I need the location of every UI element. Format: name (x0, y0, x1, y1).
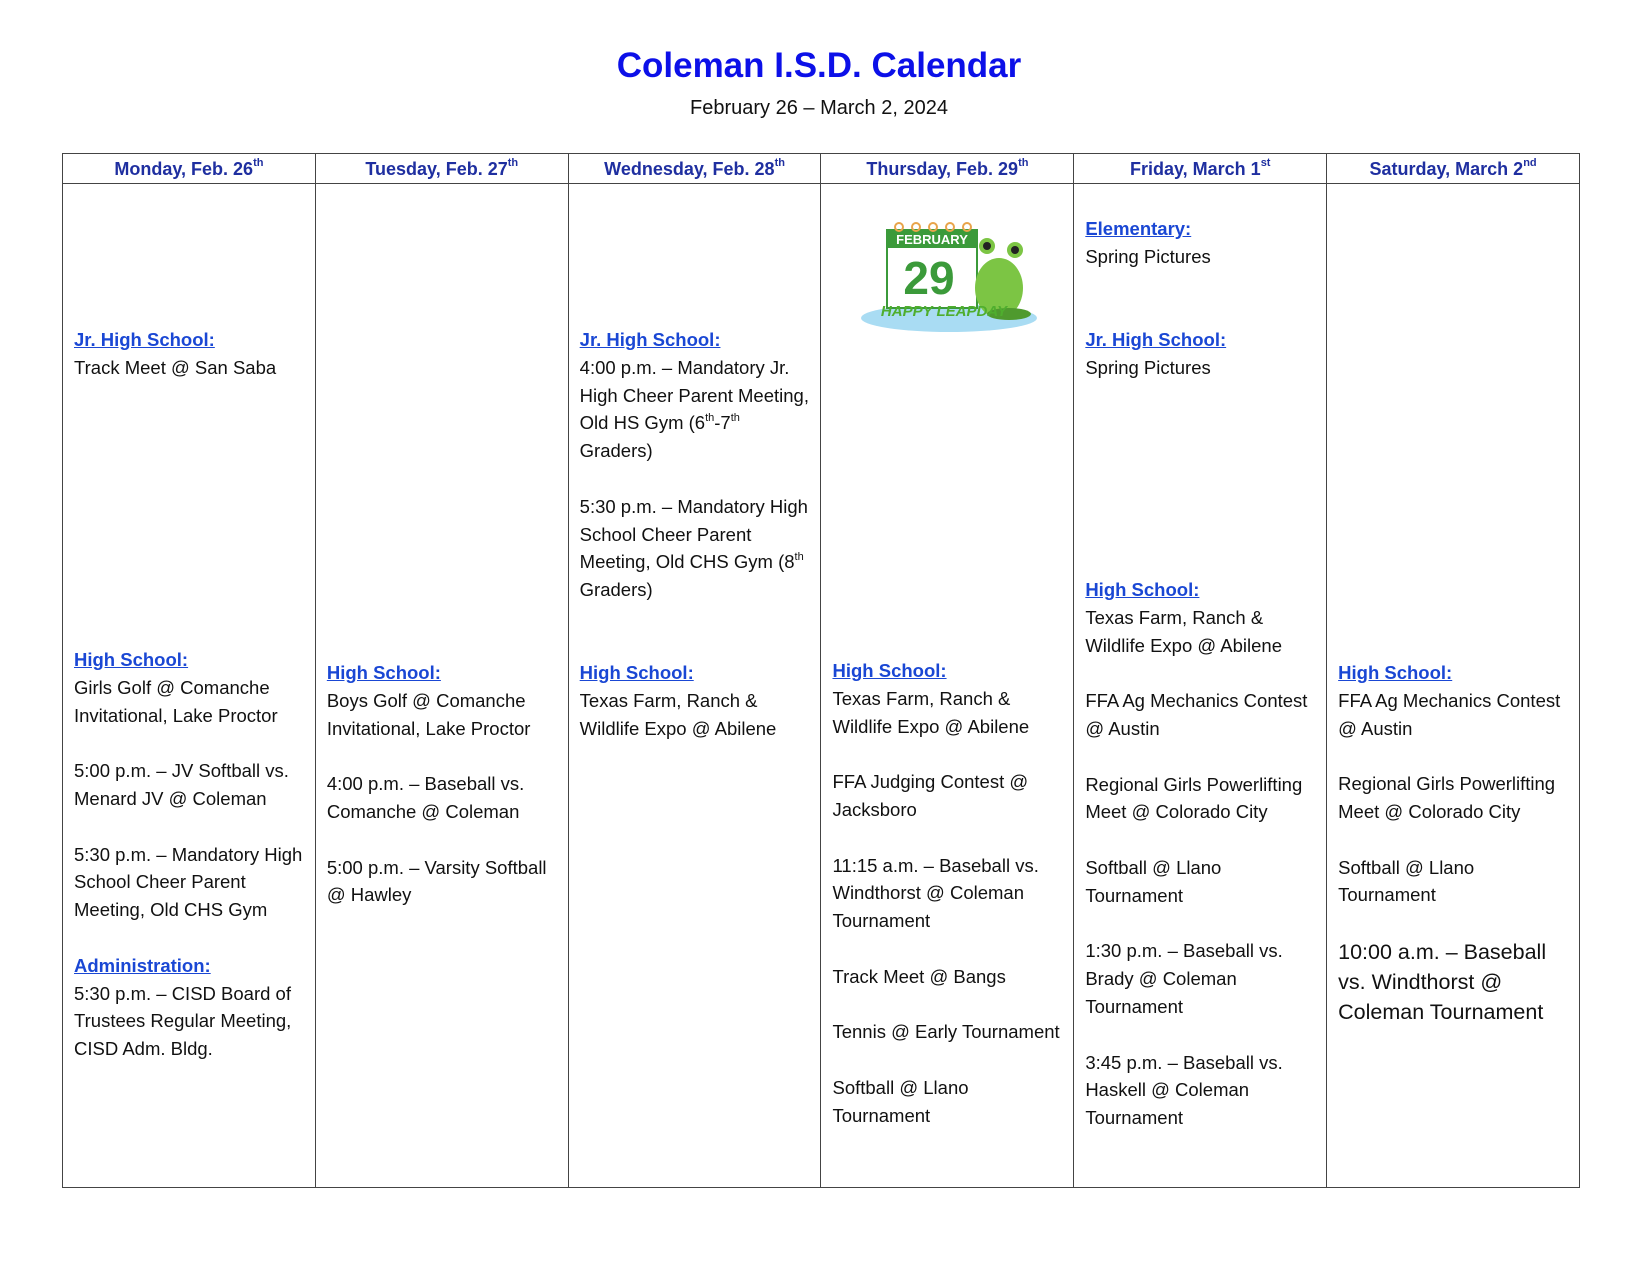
event: 10:00 a.m. – Baseball vs. Windthorst @ Coleman Tournament (1338, 939, 1547, 1024)
section-administration[interactable]: Administration: (74, 954, 211, 976)
section-high-school[interactable]: High School: (1338, 662, 1453, 683)
event: 1:30 p.m. – Baseball vs. Brady @ Coleman Tournament (1085, 940, 1283, 1017)
leap-day-frog-image (859, 218, 1039, 336)
calendar-table (62, 153, 1580, 1188)
day-header (1074, 154, 1326, 184)
day-suffix: nd (1523, 157, 1537, 169)
event-text: Graders) (579, 579, 653, 601)
day-label: Wednesday, Feb. 28 (604, 159, 775, 179)
event: Texas Farm, Ranch & Wildlife Expo @ Abilene (1085, 606, 1282, 656)
column-tuesday (316, 154, 569, 1187)
day-header (63, 154, 315, 184)
section-jr-high[interactable]: Jr. High School: (1085, 329, 1227, 350)
section-jr-high[interactable]: Jr. High School: (74, 329, 215, 350)
event: Track Meet @ San Saba (74, 356, 277, 378)
day-suffix: st (1260, 157, 1271, 169)
event-text: -7 (714, 412, 731, 434)
ordinal: th (730, 412, 740, 425)
column-monday (63, 154, 316, 1187)
event: FFA Judging Contest @ Jacksboro (832, 771, 1029, 820)
column-friday (1074, 154, 1327, 1187)
ordinal: th (705, 412, 715, 425)
event (580, 354, 813, 465)
event: Regional Girls Powerlifting Meet @ Colorado City (1338, 773, 1556, 822)
image-month: FEBRUARY (896, 232, 969, 247)
section-high-school[interactable]: High School: (579, 662, 694, 683)
day-label: Tuesday, Feb. 27 (365, 159, 508, 179)
event: Texas Farm, Ranch & Wildlife Expo @ Abilene (832, 687, 1030, 737)
section-elementary[interactable]: Elementary: (1085, 218, 1192, 239)
event: Regional Girls Powerlifting Meet @ Colorado City (1085, 773, 1303, 823)
image-caption: HAPPY LEAPDAY (881, 303, 1008, 320)
event: FFA Ag Mechanics Contest @ Austin (1085, 690, 1308, 739)
event: Softball @ Llano Tournament (1338, 856, 1475, 906)
event: Tennis @ Early Tournament (832, 1021, 1060, 1043)
column-thursday (821, 154, 1074, 1187)
day-header (1327, 154, 1579, 184)
image-day: 29 (903, 252, 956, 304)
event: 11:15 a.m. – Baseball vs. Windthorst @ Coleman Tournament (832, 854, 1039, 932)
event: Girls Golf @ Comanche Invitational, Lake Proctor (74, 676, 278, 726)
day-header (569, 154, 821, 184)
day-suffix: th (1018, 157, 1029, 169)
event: Softball @ Llano Tournament (1085, 856, 1222, 906)
event: 5:30 p.m. – Mandatory High School Cheer Parent Meeting, Old CHS Gym (74, 843, 303, 921)
day-suffix: th (253, 157, 264, 169)
event: Softball @ Llano Tournament (832, 1076, 969, 1126)
day-suffix: th (774, 157, 785, 169)
ordinal: th (794, 551, 804, 564)
day-header (821, 154, 1073, 184)
event: 5:00 p.m. – JV Softball vs. Menard JV @ Coleman (74, 760, 289, 809)
event: 4:00 p.m. – Baseball vs. Comanche @ Coleman (326, 773, 525, 822)
day-label: Monday, Feb. 26 (114, 159, 254, 179)
day-label: Friday, March 1 (1129, 159, 1261, 179)
section-high-school[interactable]: High School: (326, 662, 441, 683)
event: FFA Ag Mechanics Contest @ Austin (1338, 689, 1561, 739)
event: Spring Pictures (1085, 356, 1211, 378)
date-range: February 26 – March 2, 2024 (690, 97, 948, 119)
section-high-school[interactable]: High School: (1085, 579, 1200, 600)
day-label: Saturday, March 2 (1369, 159, 1524, 179)
event: 5:30 p.m. – CISD Board of Trustees Regular Meeting, CISD Adm. Bldg. (74, 982, 292, 1060)
event: Track Meet @ Bangs (832, 965, 1006, 987)
day-label: Thursday, Feb. 29 (866, 159, 1019, 179)
event-text: Graders) (579, 440, 653, 462)
section-jr-high[interactable]: Jr. High School: (579, 329, 721, 350)
day-suffix: th (507, 157, 519, 169)
column-wednesday (569, 154, 822, 1187)
section-high-school[interactable]: High School: (832, 660, 947, 681)
section-high-school[interactable]: High School: (74, 649, 189, 670)
event: 5:00 p.m. – Varsity Softball @ Hawley (326, 856, 547, 906)
column-saturday (1327, 154, 1579, 1187)
event (580, 493, 813, 604)
day-header (316, 154, 568, 184)
event: 3:45 p.m. – Baseball vs. Haskell @ Coleman Tournament (1085, 1051, 1283, 1129)
event-text: 4:00 p.m. – Mandatory Jr. High Cheer Parent Meeting, Old HS Gym (6 (579, 356, 809, 434)
event: Spring Pictures (1085, 245, 1211, 267)
event: Boys Golf @ Comanche Invitational, Lake Proctor (326, 689, 531, 739)
event-text: 5:30 p.m. – Mandatory High School Cheer Parent Meeting, Old CHS Gym (8 (579, 495, 808, 573)
page-title: Coleman I.S.D. Calendar (616, 46, 1022, 85)
event: Texas Farm, Ranch & Wildlife Expo @ Abilene (579, 689, 777, 739)
